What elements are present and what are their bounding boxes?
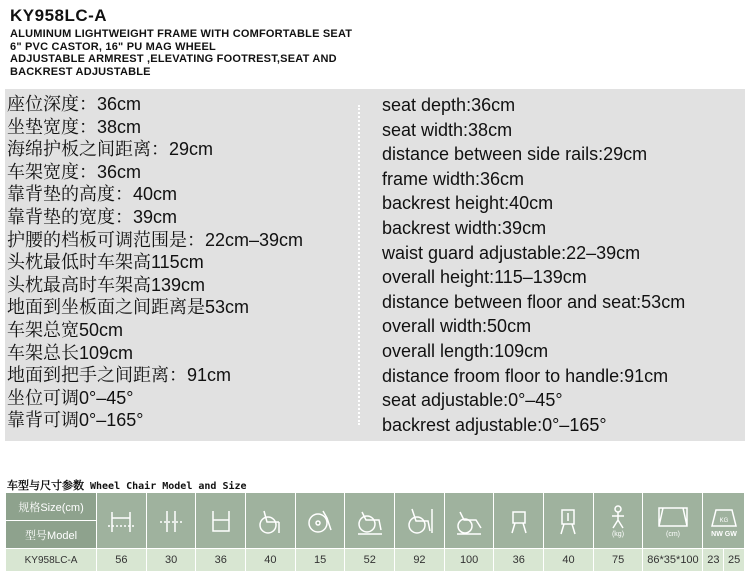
spec-cn-item: 车架宽度：36cm <box>7 161 142 182</box>
spec-cn-item: 坐垫宽度：38cm <box>7 116 142 137</box>
table-row <box>6 549 745 572</box>
spec-cn-item: 车架总宽50cm <box>7 319 124 340</box>
spec-cn-item: 护腰的档板可调范围是：22cm–39cm <box>7 229 304 250</box>
spec-panel <box>5 89 745 441</box>
spec-en-item: backrest height:40cm <box>382 193 554 214</box>
value-cell: 36 <box>196 549 246 572</box>
spec-en-item: backrest width:39cm <box>382 217 547 238</box>
table-title-cn: 车型与尺寸参数 <box>7 480 84 492</box>
feature-line: 6" PVC CASTOR, 16" PU MAG WHEEL <box>10 40 216 53</box>
model-cell: KY958LC-A <box>6 549 97 572</box>
value-cell: 92 <box>395 549 445 572</box>
svg-text:KG: KG <box>719 517 729 524</box>
feature-list <box>10 28 352 78</box>
spec-en-item: frame width:36cm <box>382 168 525 189</box>
value-cell: 36 <box>494 549 544 572</box>
spec-cn-item: 靠背可调0°–165° <box>7 410 144 431</box>
wheel-length-icon <box>295 493 345 549</box>
value-cell: 23 <box>703 549 724 572</box>
spec-cn-item: 头枕最低时车架高115cm <box>7 252 204 273</box>
spec-en-item: overall length:109cm <box>382 340 549 361</box>
folded-size-icon <box>643 493 703 549</box>
spec-cn-item: 靠背垫的宽度：39cm <box>7 206 178 227</box>
spec-en-item: seat width:38cm <box>382 119 513 140</box>
spec-cn-item: 坐位可调0°–45° <box>7 387 134 408</box>
table-section-title <box>7 477 247 493</box>
seat-width-icon <box>97 493 147 549</box>
value-cell: 15 <box>295 549 345 572</box>
overall-height-icon <box>395 493 445 549</box>
spec-list-english <box>382 93 685 437</box>
feature-line: ADJUSTABLE ARMREST ,ELEVATING FOOTREST,SEAT AND <box>10 53 337 65</box>
value-cell: 56 <box>97 549 147 572</box>
spec-en-item: seat depth:36cm <box>382 95 516 115</box>
weight-unit-label: NW GW <box>710 530 737 538</box>
model-title: KY958LC-A <box>10 6 108 25</box>
spec-en-item: waist guard adjustable:22–39cm <box>382 242 641 263</box>
model-label-cell: 型号Model <box>6 521 97 549</box>
value-cell: 52 <box>345 549 395 572</box>
load-unit-label: (kg) <box>612 530 625 538</box>
max-load-icon <box>593 493 643 549</box>
spec-en-item: seat adjustable:0°–45° <box>382 390 563 411</box>
spec-cn-item: 座位深度：36cm <box>7 94 142 114</box>
column-divider <box>358 105 360 425</box>
spec-en-item: distance between side rails:29cm <box>382 144 648 165</box>
spec-en-item: distance froom floor to handle:91cm <box>382 365 669 386</box>
value-cell: 25 <box>724 549 745 572</box>
product-header <box>10 6 352 78</box>
backrest-width-icon <box>494 493 544 549</box>
feature-line: ALUMINUM LIGHTWEIGHT FRAME WITH COMFORTABLE SEAT <box>10 28 353 40</box>
spec-en-item: distance between floor and seat:53cm <box>382 291 686 312</box>
spec-cn-item: 靠背垫的高度：40cm <box>7 184 178 205</box>
spec-list-chinese <box>7 93 303 432</box>
value-cell: 30 <box>146 549 196 572</box>
overall-length-icon <box>345 493 395 549</box>
side-rail-icon <box>146 493 196 549</box>
size-label-cell: 规格Size(cm) <box>6 493 97 521</box>
spec-cn-item: 地面到把手之间距离：91cm <box>7 365 232 386</box>
weight-icon <box>703 493 745 549</box>
spec-cn-item: 车架总长109cm <box>7 342 134 363</box>
seat-height-icon <box>246 493 296 549</box>
spec-en-item: overall height:115–139cm <box>382 267 587 288</box>
value-cell: 40 <box>246 549 296 572</box>
spec-cn-item: 头枕最高时车架高139cm <box>7 274 206 295</box>
value-cell: 40 <box>544 549 594 572</box>
frame-width-icon <box>196 493 246 549</box>
folded-unit-label: (cm) <box>665 530 680 538</box>
spec-cn-item: 地面到坐板面之间距离是53cm <box>7 297 250 318</box>
backrest-height-icon <box>544 493 594 549</box>
size-table <box>5 492 745 572</box>
value-cell: 100 <box>444 549 494 572</box>
value-cell: 75 <box>593 549 643 572</box>
spec-en-item: backrest adjustable:0°–165° <box>382 414 607 435</box>
spec-cn-item: 海绵护板之间距离：29cm <box>7 139 214 160</box>
feature-line: BACKREST ADJUSTABLE <box>10 65 151 78</box>
footrest-length-icon <box>444 493 494 549</box>
spec-en-item: overall width:50cm <box>382 316 532 337</box>
table-title-en: Wheel Chair Model and Size <box>90 481 247 492</box>
value-cell: 86*35*100 <box>643 549 703 572</box>
